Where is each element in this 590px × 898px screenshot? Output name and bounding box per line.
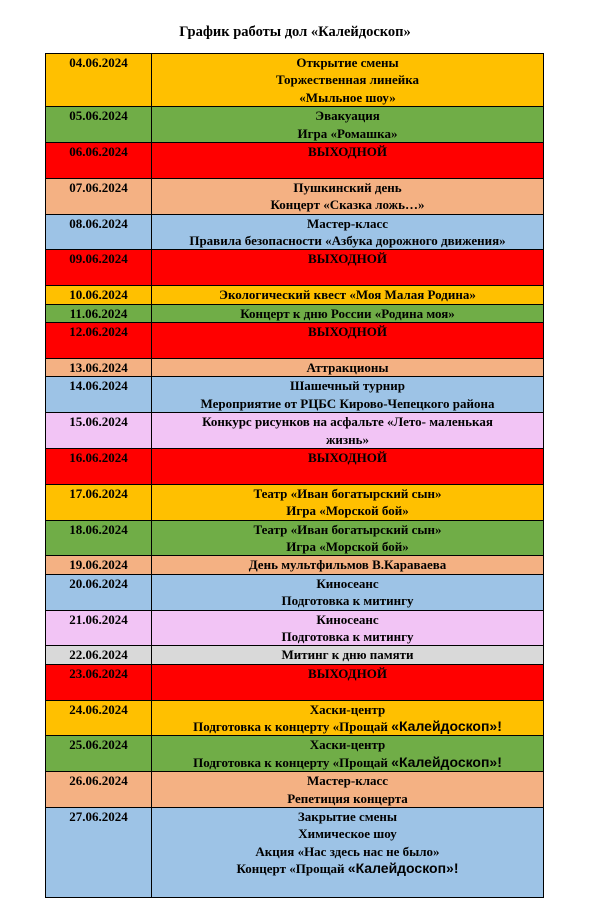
schedule-date: 25.06.2024	[46, 736, 152, 772]
schedule-date: 22.06.2024	[46, 646, 152, 664]
schedule-row	[46, 377, 544, 413]
event-line: Открытие смены	[296, 55, 399, 70]
event-line: Акция «Нас здесь нас не было»	[255, 843, 440, 859]
event-line: Мероприятие от РЦБС Кирово-Чепецкого района	[200, 395, 495, 411]
event-line: Закрытие смены	[297, 809, 398, 825]
schedule-row	[46, 664, 544, 700]
event-line	[152, 466, 543, 483]
schedule-event	[152, 448, 544, 484]
event-line	[152, 341, 543, 358]
schedule-row	[46, 574, 544, 610]
schedule-event	[152, 107, 544, 143]
event-line-emphasis: «Калейдоскоп»!	[391, 718, 502, 735]
event-line: Подготовка к митингу	[281, 593, 414, 609]
schedule-row	[46, 54, 544, 107]
schedule-date: 08.06.2024	[46, 214, 152, 250]
schedule-row	[46, 250, 544, 286]
schedule-event	[152, 556, 544, 574]
event-line: Аттракционы	[306, 359, 389, 375]
event-line: Торжественная линейка	[275, 72, 420, 88]
event-line: Эвакуация	[315, 108, 380, 124]
schedule-row	[46, 107, 544, 143]
event-line: Театр «Иван богатырский сын»	[253, 485, 442, 501]
event-line: Игра «Морской бой»	[286, 503, 409, 519]
schedule-event	[152, 377, 544, 413]
event-line-prefix: Концерт «Прощай	[236, 861, 348, 877]
event-line: Концерт «Сказка ложь…»	[270, 197, 425, 213]
schedule-date: 19.06.2024	[46, 556, 152, 574]
schedule-event	[152, 413, 544, 449]
schedule-date: 13.06.2024	[46, 358, 152, 376]
schedule-row	[46, 214, 544, 250]
schedule-event	[152, 250, 544, 286]
schedule-date: 27.06.2024	[46, 808, 152, 898]
schedule-event	[152, 214, 544, 250]
schedule-event	[152, 736, 544, 772]
schedule-event	[152, 610, 544, 646]
schedule-date: 10.06.2024	[46, 286, 152, 304]
schedule-row	[46, 143, 544, 179]
schedule-row	[46, 323, 544, 359]
schedule-date: 14.06.2024	[46, 377, 152, 413]
schedule-event	[152, 323, 544, 359]
schedule-table	[45, 53, 544, 898]
event-line: Мастер-класс	[306, 215, 389, 231]
schedule-event	[152, 178, 544, 214]
event-line: Игра «Ромашка»	[297, 125, 398, 141]
schedule-row	[46, 304, 544, 322]
schedule-date: 20.06.2024	[46, 574, 152, 610]
schedule-body	[46, 54, 544, 898]
event-line-emphasis: «Калейдоскоп»!	[347, 860, 459, 877]
schedule-event	[152, 700, 544, 736]
page-title: График работы дол «Калейдоскоп»	[179, 24, 411, 40]
event-line	[152, 754, 543, 771]
event-line: Киносеанс	[316, 575, 379, 591]
schedule-row	[46, 520, 544, 556]
schedule-event	[152, 808, 544, 898]
schedule-event	[152, 646, 544, 664]
schedule-row	[46, 646, 544, 664]
schedule-row	[46, 484, 544, 520]
schedule-row	[46, 772, 544, 808]
event-line: ВЫХОДНОЙ	[308, 449, 387, 465]
schedule-date: 12.06.2024	[46, 323, 152, 359]
event-line: ВЫХОДНОЙ	[308, 251, 387, 267]
event-line: Правила безопасности «Азбука дорожного движения»	[189, 233, 506, 249]
event-line: Киносеанс	[316, 611, 379, 627]
event-line: Театр «Иван богатырский сын»	[253, 521, 442, 537]
event-line: День мультфильмов В.Караваева	[248, 557, 447, 573]
event-line-prefix: Подготовка к концерту «Прощай	[193, 719, 392, 735]
schedule-row	[46, 610, 544, 646]
schedule-date: 26.06.2024	[46, 772, 152, 808]
event-line-prefix: Подготовка к концерту «Прощай	[193, 754, 392, 770]
schedule-date: 06.06.2024	[46, 143, 152, 179]
schedule-event	[152, 484, 544, 520]
event-line: ВЫХОДНОЙ	[308, 144, 387, 160]
event-line-emphasis: «Калейдоскоп»!	[391, 753, 502, 770]
schedule-row	[46, 286, 544, 304]
event-line: Конкурс рисунков на асфальте «Лето- маленькая	[202, 414, 493, 430]
event-line: Подготовка к митингу	[281, 629, 414, 644]
event-line: Хаски-центр	[309, 737, 386, 753]
event-line: Репетиция концерта	[287, 790, 408, 806]
schedule-date: 15.06.2024	[46, 413, 152, 449]
event-line: Игра «Морской бой»	[286, 538, 409, 554]
schedule-date: 17.06.2024	[46, 484, 152, 520]
schedule-date: 23.06.2024	[46, 664, 152, 700]
schedule-event	[152, 574, 544, 610]
schedule-event	[152, 772, 544, 808]
event-line	[152, 682, 543, 699]
schedule-row	[46, 413, 544, 449]
event-line: Концерт к дню России «Родина моя»	[240, 305, 455, 321]
event-line: Хаски-центр	[309, 701, 386, 717]
event-line: Митинг к дню памяти	[281, 647, 414, 663]
schedule-event	[152, 304, 544, 322]
event-line: Пушкинский день	[293, 179, 402, 195]
event-line: ВЫХОДНОЙ	[308, 324, 387, 340]
schedule-row	[46, 448, 544, 484]
event-line	[152, 718, 543, 735]
schedule-date: 24.06.2024	[46, 700, 152, 736]
event-line	[152, 160, 543, 177]
event-line: Экологический квест «Моя Малая Родина»	[219, 287, 476, 303]
schedule-date: 11.06.2024	[46, 304, 152, 322]
schedule-event	[152, 286, 544, 304]
schedule-date: 05.06.2024	[46, 107, 152, 143]
schedule-event	[152, 143, 544, 179]
event-line: ВЫХОДНОЙ	[308, 665, 387, 681]
schedule-row	[46, 700, 544, 736]
event-line: Химическое шоу	[298, 826, 397, 842]
schedule-date: 04.06.2024	[46, 54, 152, 107]
schedule-event	[152, 358, 544, 376]
event-line: жизнь»	[325, 431, 369, 447]
schedule-row	[46, 358, 544, 376]
schedule-event	[152, 664, 544, 700]
schedule-date: 21.06.2024	[46, 610, 152, 646]
schedule-event	[152, 520, 544, 556]
event-line: Мастер-класс	[306, 773, 389, 789]
schedule-row	[46, 556, 544, 574]
event-line	[152, 268, 543, 285]
schedule-row	[46, 808, 544, 898]
event-line	[152, 860, 543, 877]
schedule-date: 16.06.2024	[46, 448, 152, 484]
schedule-event	[152, 54, 544, 107]
event-line: Шашечный турнир	[289, 378, 406, 394]
schedule-row	[46, 178, 544, 214]
schedule-row	[46, 736, 544, 772]
schedule-date: 07.06.2024	[46, 178, 152, 214]
event-line: «Мыльное шоу»	[299, 89, 396, 105]
schedule-date: 18.06.2024	[46, 520, 152, 556]
schedule-date: 09.06.2024	[46, 250, 152, 286]
